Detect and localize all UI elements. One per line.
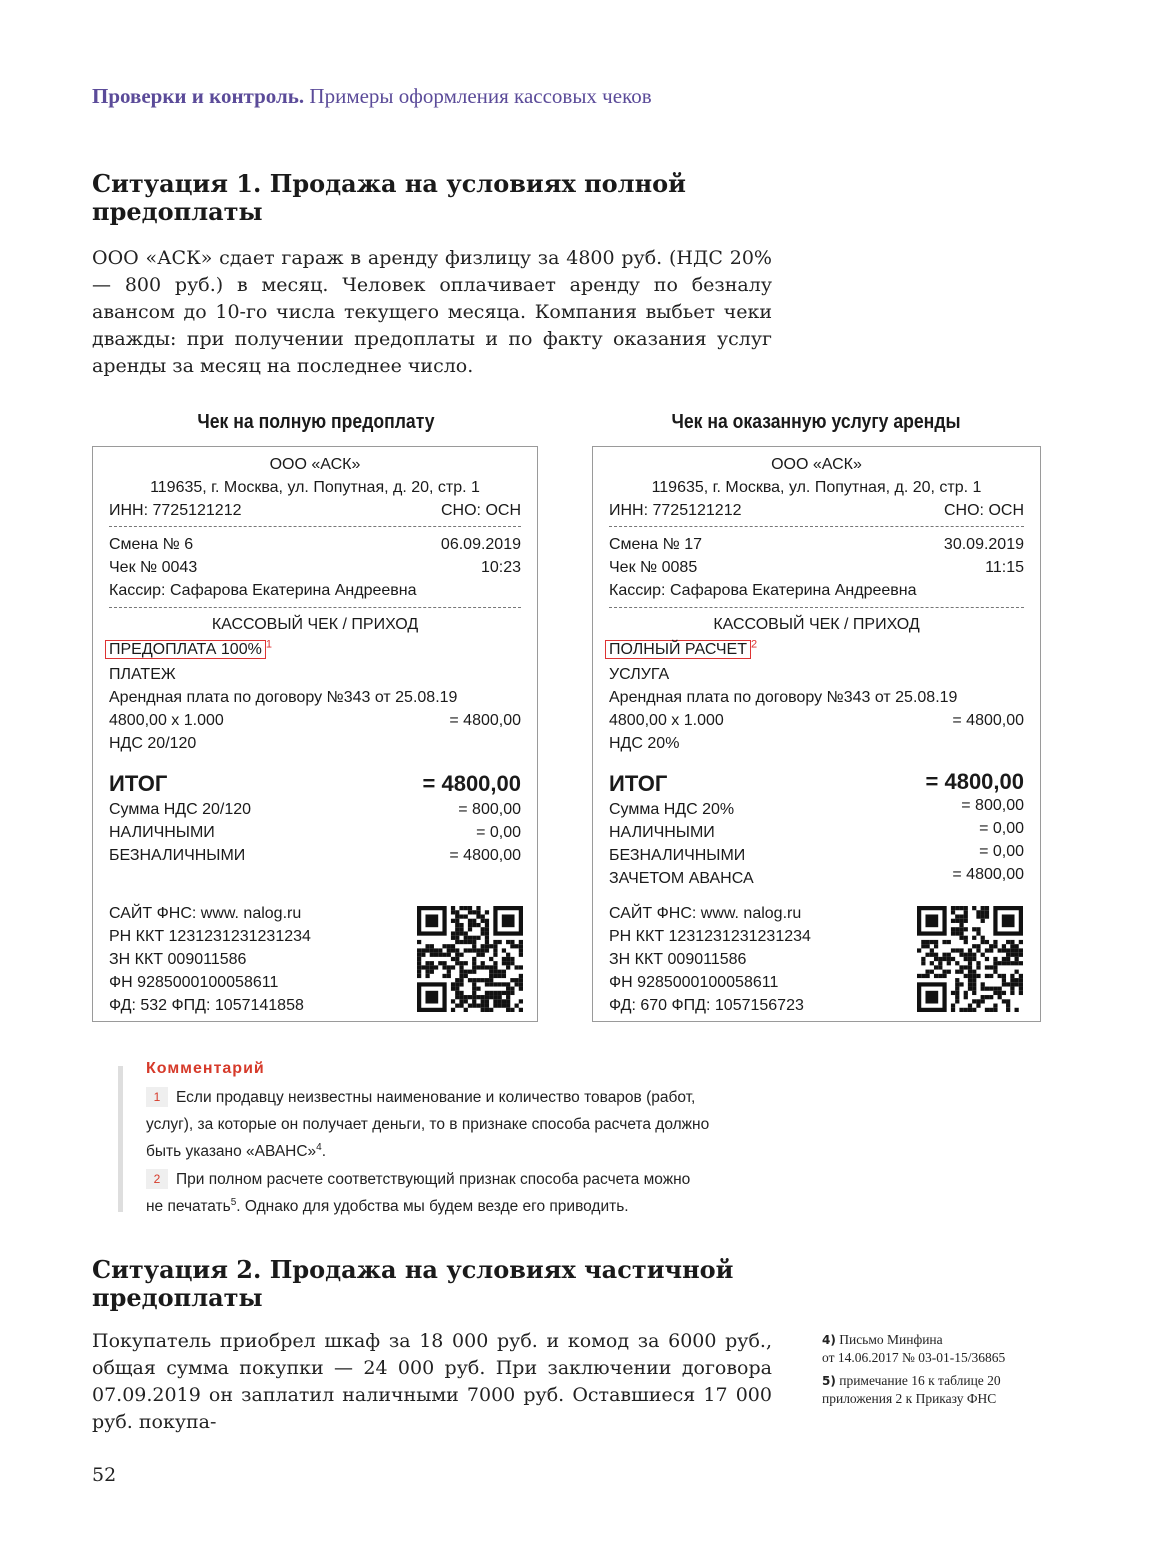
calc-sign-highlight: [605, 640, 751, 659]
footnote-text: примечание 16 к таблице 20: [839, 1373, 1001, 1388]
situation2-text: Покупатель приобрел шкаф за 18 000 руб. и комод за 6000 руб., общая сумма покупки — 24 000 руб. При заключении договора 07.09.2019 он заплатил наличными 7000 руб. Оставшиеся 17 000 руб. покупа-: [92, 1330, 772, 1433]
receipt-card-label: БЕЗНАЛИЧНЫМИ: [609, 847, 746, 864]
receipt-site: САЙТ ФНС: www. nalog.ru: [109, 905, 302, 922]
footnote-ref: 5: [230, 1196, 237, 1208]
receipt-check-number: Чек № 0085: [609, 559, 698, 576]
receipt-line-sum: = 4800,00: [449, 712, 521, 729]
receipt-inn: ИНН: 7725121212: [109, 502, 242, 519]
footnote-5: [822, 1372, 1122, 1407]
comment-note-2: [146, 1166, 746, 1220]
receipt-vat-sum: = 800,00: [458, 801, 521, 818]
receipt-cash-label: НАЛИЧНЫМИ: [609, 824, 715, 841]
receipt-time: 11:15: [985, 559, 1024, 576]
note-number: 2: [146, 1169, 168, 1189]
qr-code: [917, 906, 1023, 1012]
receipt-item: Арендная плата по договору №343 от 25.08.19: [109, 689, 458, 706]
receipt-cash-label: НАЛИЧНЫМИ: [109, 824, 215, 841]
qr-code: [417, 906, 523, 1012]
receipt-doc-type: КАССОВЫЙ ЧЕК / ПРИХОД: [713, 616, 920, 633]
situation1-heading: Ситуация 1. Продажа на условиях полной предоплаты: [92, 169, 686, 226]
receipt-vat-sum: = 800,00: [961, 797, 1024, 814]
receipt-cash: = 0,00: [979, 820, 1024, 837]
receipt-calc-sign: ПОЛНЫЙ РАСЧЕТ: [609, 641, 747, 658]
calc-sign-highlight: [105, 640, 266, 659]
calc-sign-note: 1: [265, 638, 272, 651]
receipt-cashier: Кассир: Сафарова Екатерина Андреевна: [609, 582, 917, 599]
receipt-rn: РН ККТ 1231231231231234: [609, 928, 811, 945]
receipt-date: 30.09.2019: [943, 536, 1024, 553]
situation1-text: ООО «АСК» сдает гараж в аренду физлицу за 4800 руб. (НДС 20% — 800 руб.) в месяц. Человек оплачивает аренду по безналу авансом до 10-го числа текущего месяца. Компания выбьет чеки дважды: при получении предоплаты и по факту оказания услуг аренды за месяц на последнее число.: [92, 247, 772, 377]
receipt-org: ООО «АСК»: [269, 456, 361, 473]
receipt-address: 119635, г. Москва, ул. Попутная, д. 20, стр. 1: [150, 479, 480, 496]
receipt-vat-sum-label: Сумма НДС 20%: [609, 801, 735, 818]
comment-text-line: быть указано «АВАНС»: [146, 1143, 317, 1160]
receipt-rn: РН ККТ 1231231231231234: [109, 928, 311, 945]
comment-text-line: .: [321, 1143, 327, 1160]
comment-note-1: [146, 1084, 746, 1165]
receipt-prepayment: [92, 446, 538, 1022]
receipt-card: = 0,00: [979, 843, 1024, 860]
receipt-subject: УСЛУГА: [609, 666, 670, 683]
footnote-number: 4): [822, 1333, 836, 1347]
receipt-total: = 4800,00: [422, 771, 521, 796]
receipt-fd: ФД: 532 ФПД: 1057141858: [109, 997, 304, 1014]
receipt-fn: ФН 9285000100058611: [609, 974, 779, 991]
receipt-address: 119635, г. Москва, ул. Попутная, д. 20, стр. 1: [651, 479, 982, 496]
receipt-full-payment: [592, 446, 1041, 1022]
receipt-zn: ЗН ККТ 009011586: [109, 951, 247, 968]
footnote-text: Письмо Минфина: [839, 1332, 943, 1347]
receipt-shift: Смена № 6: [109, 536, 194, 553]
footnote-ref: 4: [316, 1141, 322, 1153]
receipt-advance: = 4800,00: [952, 866, 1024, 883]
receipt-card: = 4800,00: [449, 847, 521, 864]
comment-text-line: не печатать: [146, 1198, 231, 1215]
comment-text-line: . Однако для удобства мы будем везде его приводить.: [236, 1198, 629, 1215]
receipt-card-label: БЕЗНАЛИЧНЫМИ: [109, 847, 246, 864]
receipt-qty: 4800,00 x 1.000: [609, 712, 724, 729]
receipt-cash: = 0,00: [476, 824, 521, 841]
receipt-advance-label: ЗАЧЕТОМ АВАНСА: [609, 870, 754, 887]
receipt-total: = 4800,00: [925, 769, 1024, 794]
receipt-inn: ИНН: 7725121212: [609, 502, 742, 519]
receipt-divider: [609, 607, 1024, 608]
receipt-line-sum: = 4800,00: [952, 712, 1024, 729]
receipt-divider: [609, 526, 1024, 527]
comment-text-line: услуг), за которые он получает деньги, то в признаке способа расчета должно: [146, 1116, 710, 1133]
receipt-time: 10:23: [480, 559, 521, 576]
receipt-vat-rate: НДС 20%: [609, 735, 680, 752]
comment-title: Комментарий: [146, 1060, 265, 1077]
footnote-text: от 14.06.2017 № 03-01-15/36865: [822, 1350, 1006, 1365]
running-head: [92, 84, 652, 109]
footnote-text: приложения 2 к Приказу ФНС: [822, 1391, 997, 1406]
receipt-total-label: ИТОГ: [109, 771, 168, 796]
receipt-sno: СНО: ОСН: [944, 502, 1024, 519]
footnote-number: 5): [822, 1374, 836, 1388]
receipt-vat-sum-label: Сумма НДС 20/120: [109, 801, 252, 818]
comment-text-line: При полном расчете соответствующий признак способа расчета можно: [176, 1171, 691, 1188]
comment-bar: [118, 1066, 123, 1212]
situation2-heading: Ситуация 2. Продажа на условиях частичной предоплаты: [92, 1255, 734, 1312]
receipt-org: ООО «АСК»: [771, 456, 862, 473]
receipt-divider: [109, 607, 521, 608]
receipt-fn: ФН 9285000100058611: [109, 974, 279, 991]
footnote-4: [822, 1331, 1122, 1366]
footnotes: [822, 1331, 1122, 1407]
receipt-shift: Смена № 17: [609, 536, 703, 553]
receipt-cashier: Кассир: Сафарова Екатерина Андреевна: [109, 582, 417, 599]
comment-text-line: Если продавцу неизвестны наименование и количество товаров (работ,: [176, 1089, 696, 1106]
receipt-site: САЙТ ФНС: www. nalog.ru: [609, 905, 802, 922]
receipt-zn: ЗН ККТ 009011586: [609, 951, 747, 968]
receipt-subject: ПЛАТЕЖ: [109, 666, 176, 683]
receipt-fd: ФД: 670 ФПД: 1057156723: [609, 997, 804, 1014]
calc-sign-note: 2: [750, 638, 758, 651]
receipt-total-label: ИТОГ: [609, 771, 668, 796]
receipt-calc-sign: ПРЕДОПЛАТА 100%: [109, 641, 262, 658]
receipt-sno: СНО: ОСН: [441, 502, 521, 519]
receipt-date: 06.09.2019: [440, 536, 521, 553]
running-head-section: Проверки и контроль.: [92, 84, 305, 108]
receipt-qty: 4800,00 x 1.000: [109, 712, 224, 729]
receipt-divider: [109, 526, 521, 527]
receipt-item: Арендная плата по договору №343 от 25.08.19: [609, 689, 958, 706]
receipt2-caption: Чек на оказанную услугу аренды: [671, 411, 961, 433]
receipt-check-number: Чек № 0043: [109, 559, 198, 576]
page-number: 52: [92, 1464, 117, 1486]
receipt1-caption: Чек на полную предоплату: [197, 411, 435, 433]
note-number: 1: [146, 1087, 168, 1107]
receipt-vat-rate: НДС 20/120: [109, 735, 197, 752]
running-head-title: Примеры оформления кассовых чеков: [309, 84, 652, 108]
receipt-doc-type: КАССОВЫЙ ЧЕК / ПРИХОД: [211, 616, 419, 633]
